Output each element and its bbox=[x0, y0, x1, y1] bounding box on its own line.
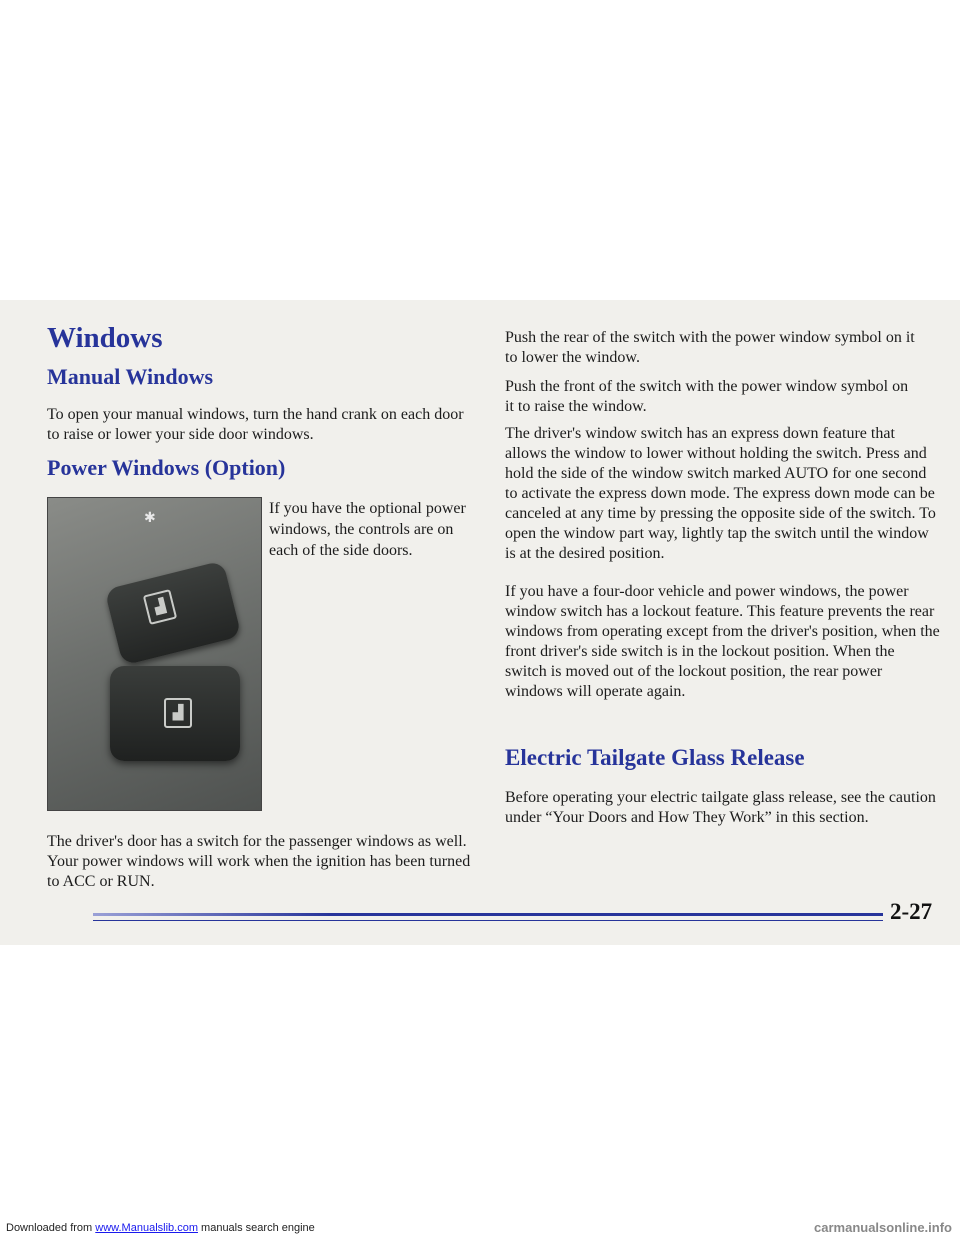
source-suffix: manuals search engine bbox=[197, 1222, 315, 1234]
manual-windows-text: To open your manual windows, turn the hand crank on each door to raise or lower your side door windows. bbox=[47, 406, 464, 443]
tailgate-heading: Electric Tailgate Glass Release bbox=[505, 745, 805, 770]
section-title: Windows bbox=[47, 322, 163, 354]
source-bar bbox=[6, 1222, 315, 1234]
power-windows-text: The driver's door has a switch for the passenger windows as well. Your power windows will work when the ignition has been turned to ACC or RUN. bbox=[47, 833, 471, 890]
power-windows-heading: Power Windows (Option) bbox=[47, 455, 286, 480]
window-icon: ▟ bbox=[143, 589, 177, 625]
power-window-switch-photo: ✱ ▟ ▟ bbox=[47, 497, 262, 811]
tailgate-text: Before operating your electric tailgate glass release, see the caution under “Your Doors and How They Work” in this section. bbox=[505, 789, 936, 826]
paragraph-raise: Push the front of the switch with the power window symbol on it to raise the window. bbox=[505, 378, 909, 415]
page-number: 2-27 bbox=[890, 899, 933, 924]
footer-rule bbox=[93, 913, 883, 916]
power-windows-intro: If you have the optional power windows, the controls are on each of the side doors. bbox=[269, 500, 466, 559]
footer-rule-thin bbox=[93, 920, 883, 921]
manual-windows-heading: Manual Windows bbox=[47, 364, 214, 389]
paragraph-express-down: The driver's window switch has an express down feature that allows the window to lower without holding the switch. Press and hold the side of the window switch marked AUTO for one second to activate the express down mode. The express down mode can be canceled at any time by pressing the opposite side of the switch. To open the window part way, lightly tap the switch until the window is at the desired position. bbox=[505, 425, 936, 562]
paragraph-lower: Push the rear of the switch with the power window symbol on it to lower the window. bbox=[505, 329, 915, 366]
paragraph-lockout: If you have a four-door vehicle and power windows, the power window switch has a lockout feature. This feature prevents the rear windows from operating except from the driver's position, when the front driver's side switch is in the lockout position. When the switch is moved out of the lockout position, the rear power windows will operate again. bbox=[505, 583, 940, 700]
watermark: carmanualsonline.info bbox=[814, 1220, 952, 1235]
source-prefix: Downloaded from bbox=[6, 1222, 96, 1234]
manualslib-link[interactable]: www.Manualslib.com bbox=[95, 1222, 198, 1234]
manual-page bbox=[0, 300, 960, 945]
window-icon: ▟ bbox=[164, 698, 192, 728]
